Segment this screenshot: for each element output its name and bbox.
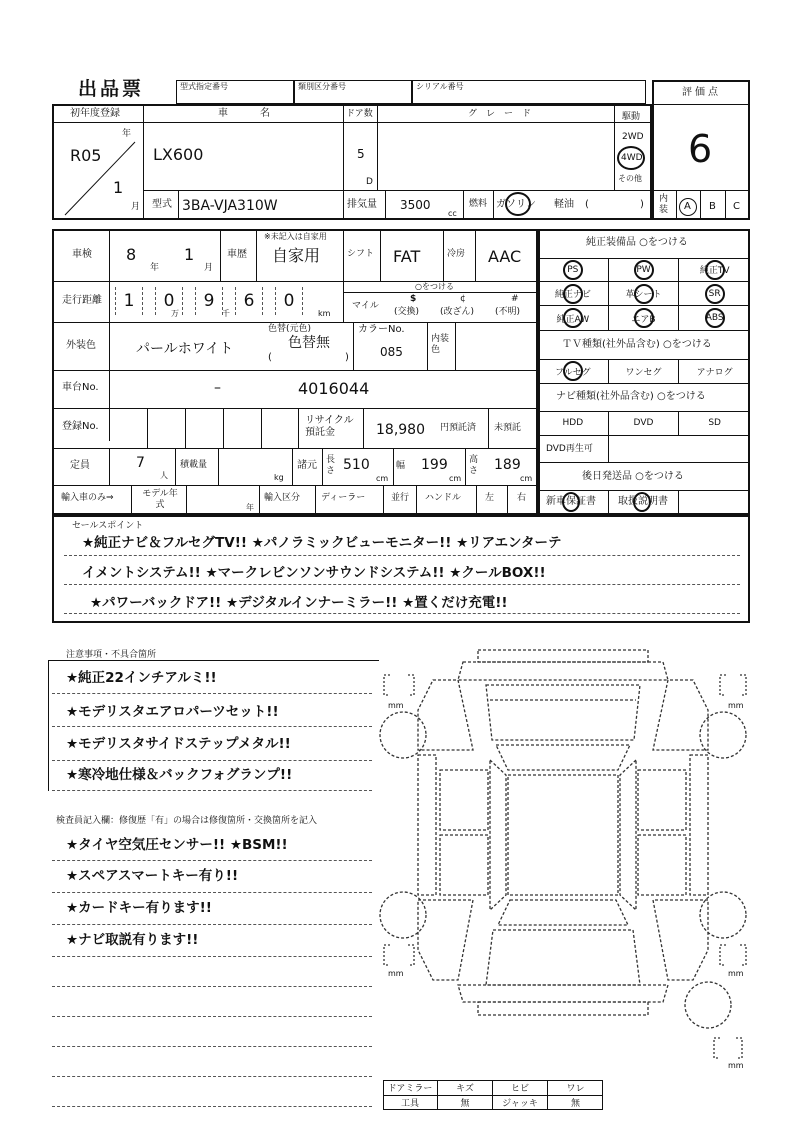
doors-value: 5 <box>357 147 365 161</box>
mm-rear-right: mm <box>728 969 744 978</box>
width-value: 199 <box>421 457 448 473</box>
chassis-dash: – <box>214 380 221 396</box>
mileage-digit: 1 <box>115 287 143 315</box>
doors-label: ドア数 <box>346 109 373 119</box>
drive-4wd: 4WD <box>621 153 643 163</box>
mm-spare: mm <box>728 1061 744 1070</box>
inspector-line-4: ★ナビ取説有ります!! <box>66 932 199 948</box>
mileage-exchanged: (交換) <box>394 307 420 317</box>
mileage-digit: 0 <box>155 287 183 315</box>
width-unit: cm <box>449 474 462 483</box>
mileage-exchanged-sym: $ <box>410 294 417 304</box>
model-label: 型式 <box>152 199 172 210</box>
navi-title: ナビ種類(社外品含む) ○をつける <box>556 391 706 402</box>
length-unit: cm <box>376 474 389 483</box>
registration-cell-divider <box>261 408 262 448</box>
tv-grid <box>538 359 750 383</box>
bottom-table-header: ワレ <box>566 1084 585 1094</box>
bottom-table-cells <box>383 1080 603 1110</box>
bottom-table-cell: 無 <box>570 1099 580 1109</box>
bottom-table-header: キズ <box>438 1080 493 1095</box>
mileage-unknown-sym: # <box>511 294 519 304</box>
registration-label: 登録No. <box>62 421 99 432</box>
tv-item: アナログ <box>696 367 733 378</box>
form-title: 出品票 <box>78 78 145 100</box>
registration-cell-divider <box>147 408 148 448</box>
car-name-label: 車 名 <box>218 108 274 119</box>
bottom-table-cell: 工具 <box>383 1095 438 1110</box>
equipment-circle <box>705 308 725 328</box>
registration-cell-divider <box>223 408 224 448</box>
sales-line-1: ★純正ナビ＆フルセグTV!! ★パノラミックビューモニター!! ★リアエンターテ <box>82 535 562 551</box>
color-no-value: 085 <box>380 345 403 359</box>
model-value: 3BA-VJA310W <box>182 198 278 214</box>
drive-label: 駆動 <box>622 112 641 122</box>
inspection-month-label: 月 <box>204 263 214 273</box>
displacement-unit: cc <box>448 209 457 218</box>
mm-front-left: mm <box>388 701 404 710</box>
inspector-line-1: ★タイヤ空気圧センサー!! ★BSM!! <box>66 837 288 853</box>
mileage-altered: (改ざん) <box>440 307 475 317</box>
equipment-circle <box>634 308 654 328</box>
first-reg-label: 初年度登録 <box>70 108 120 119</box>
equipment-circle <box>705 260 725 280</box>
mileage-altered-sym: ¢ <box>460 294 466 304</box>
notes-label: 注意事項・不具合箇所 <box>66 650 157 660</box>
dims-label: 諸元 <box>297 460 317 471</box>
color-no-label: カラーNo. <box>358 324 405 335</box>
equipment-item: SR <box>679 282 750 306</box>
exterior-color-label: 外装色 <box>66 340 96 351</box>
interior-a: A <box>684 201 691 212</box>
first-reg-month-label: 月 <box>131 202 141 212</box>
recycle-value: 18,980 <box>376 422 425 438</box>
registration-cells <box>109 408 299 448</box>
bottom-table-cell: 無 <box>438 1095 493 1110</box>
later-title: 後日発送品 ○をつける <box>582 471 684 482</box>
sales-point-label: セールスポイント <box>72 521 144 531</box>
bottom-table-header: ヒビ <box>493 1080 548 1095</box>
recycle-unpaid: 未預託 <box>494 423 522 433</box>
equipment-item: PS <box>538 258 609 282</box>
car-name: LX600 <box>153 145 204 164</box>
equipment-item: 純正AW <box>538 306 609 330</box>
mileage-sen: 千 <box>222 309 230 318</box>
capacity-value: 7 <box>136 455 145 471</box>
import-dealer: ディーラー <box>321 493 366 503</box>
mileage-mile: マイル <box>352 301 379 311</box>
length-value: 510 <box>343 457 370 473</box>
load-label: 積載量 <box>180 460 208 470</box>
fuel-paren-close: ) <box>640 199 644 210</box>
tv-item: フルセグ <box>538 359 609 383</box>
repaint-paren-close: ) <box>345 352 349 363</box>
import-left: 左 <box>485 493 495 503</box>
recycle-label: リサイクル預託金 <box>305 415 354 438</box>
import-right: 右 <box>517 493 527 503</box>
note-line-2: ★モデリスタエアロパーツセット!! <box>66 704 279 720</box>
model-designation-label: 型式指定番号 <box>180 82 228 91</box>
mileage-unknown: (不明) <box>495 307 521 317</box>
repaint-value: 色替無 <box>288 335 330 351</box>
evaluation-label: 評価点 <box>682 87 721 98</box>
chassis-value: 4016044 <box>298 379 370 398</box>
chassis-label: 車台No. <box>62 382 99 393</box>
recycle-status: 円預託済 <box>440 423 477 433</box>
later-item-manual: 取扱説明書 <box>618 496 668 507</box>
sales-line-3: ★パワーバックドア!! ★デジタルインナーミラー!! ★置くだけ充電!! <box>90 595 508 611</box>
drive-2wd: 2WD <box>622 132 644 142</box>
capacity-unit: 人 <box>160 471 168 480</box>
equipment-title: 純正装備品 ○をつける <box>586 237 688 248</box>
drive-4wd-circle <box>617 146 645 170</box>
fuel-gasoline: ガソリン <box>496 199 536 210</box>
mileage-circle-note: ○をつける <box>415 282 454 291</box>
exterior-color-value: パールホワイト <box>136 341 234 357</box>
history-label: 車歴 <box>227 249 247 260</box>
width-label: 幅 <box>396 461 406 471</box>
capacity-label: 定員 <box>70 460 90 471</box>
shift-label: シフト <box>347 249 375 259</box>
mm-rear-left: mm <box>388 969 404 978</box>
tv-item: ワンセグ <box>609 359 680 383</box>
equipment-item: ABS <box>705 313 724 323</box>
first-reg-month: 1 <box>113 178 124 197</box>
equipment-item: エアB <box>609 306 680 330</box>
first-reg-slash <box>60 140 140 220</box>
inspection-month: 1 <box>184 245 195 264</box>
import-parallel: 並行 <box>391 493 410 503</box>
displacement-label: 排気量 <box>347 199 377 210</box>
equipment-circle <box>634 260 654 280</box>
later-manual-circle <box>633 492 651 512</box>
height-unit: cm <box>520 474 533 483</box>
equipment-circle <box>705 284 725 304</box>
equipment-grid <box>538 258 750 330</box>
evaluation-score: 6 <box>688 127 713 171</box>
interior-b: B <box>709 201 716 212</box>
import-handle: ハンドル <box>425 493 462 503</box>
registration-cell-divider <box>185 408 186 448</box>
mileage-man: 万 <box>171 309 179 318</box>
height-value: 189 <box>494 457 521 473</box>
drive-other: その他 <box>618 174 642 183</box>
ac-label: 冷房 <box>447 249 466 259</box>
interior-color-label: 内装色 <box>431 334 450 355</box>
dvd-play: DVD再生可 <box>546 444 593 454</box>
bottom-table-cell: ジャッキ <box>493 1095 548 1110</box>
equipment-item: PW <box>609 258 680 282</box>
history-value: 自家用 <box>272 246 321 265</box>
mm-front-right: mm <box>728 701 744 710</box>
car-damage-diagram <box>378 640 750 1080</box>
interior-label: 内装 <box>659 194 669 215</box>
equipment-item: 純正TV <box>679 258 750 282</box>
length-label: 長さ <box>326 455 336 476</box>
bottom-table-header: ドアミラー <box>383 1080 438 1095</box>
import-label: 輸入車のみ⇒ <box>61 493 114 503</box>
fuel-paren-open: ( <box>585 199 589 210</box>
first-reg-era: R05 <box>70 146 102 165</box>
fuel-gasoline-circle <box>505 192 531 216</box>
fuel-diesel: 軽油 <box>554 199 574 210</box>
later-warranty-circle <box>562 492 580 512</box>
mileage-km: km <box>318 309 331 318</box>
inspector-line-3: ★カードキー有ります!! <box>66 900 212 916</box>
height-label: 高さ <box>469 455 479 476</box>
category-number-label: 類別区分番号 <box>298 82 346 91</box>
mileage-digit: 6 <box>235 287 263 315</box>
navi-grid <box>538 411 750 435</box>
interior-a-circle <box>679 198 697 216</box>
inspection-year-label: 年 <box>150 263 160 273</box>
equipment-item: 革シート <box>609 282 680 306</box>
mileage-digit: 0 <box>275 287 303 315</box>
navi-item: DVD <box>609 411 680 435</box>
mileage-digit: 9 <box>195 287 223 315</box>
displacement-value: 3500 <box>400 198 431 212</box>
shift-value: FAT <box>393 247 421 266</box>
inspection-label: 車検 <box>72 249 92 260</box>
fuel-label: 燃料 <box>469 199 488 209</box>
serial-number-label: シリアル番号 <box>416 82 464 91</box>
import-type-label: 輸入区分 <box>264 493 301 503</box>
mileage-label: 走行距離 <box>62 295 102 306</box>
doors-sub: D <box>366 177 373 187</box>
sales-line-2: イメントシステム!! ★マークレビンソンサウンドシステム!! ★クールBOX!! <box>82 565 546 581</box>
equipment-circle <box>634 284 654 304</box>
equipment-item: 純正ナビ <box>538 282 609 306</box>
navi-item: HDD <box>538 411 609 435</box>
navi-item: SD <box>708 418 721 428</box>
repaint-paren-open: ( <box>268 352 272 363</box>
history-note: ※未記入は自家用 <box>264 232 327 241</box>
model-year-unit: 年 <box>246 503 254 512</box>
grade-label: グ レ ー ド <box>468 109 532 119</box>
note-line-3: ★モデリスタサイドステップメタル!! <box>66 736 291 752</box>
tv-title: ＴＶ種類(社外品含む) ○をつける <box>562 339 712 350</box>
repaint-label: 色替(元色) <box>268 324 312 334</box>
note-line-1: ★純正22インチアルミ!! <box>66 670 217 686</box>
load-unit: kg <box>274 473 284 482</box>
inspector-line-2: ★スペアスマートキー有り!! <box>66 868 239 884</box>
ac-value: AAC <box>488 247 522 266</box>
first-reg-year-label: 年 <box>122 129 132 139</box>
model-year-label: モデル年式 <box>142 489 178 510</box>
inspection-year: 8 <box>126 245 137 264</box>
interior-c: C <box>733 201 740 212</box>
note-line-4: ★寒冷地仕様＆バックフォグランプ!! <box>66 767 293 783</box>
later-item-warranty: 新車保証書 <box>546 496 596 507</box>
inspector-label: 検査員記入欄：修復歴「有」の場合は修復箇所・交換箇所を記入 <box>56 816 318 826</box>
